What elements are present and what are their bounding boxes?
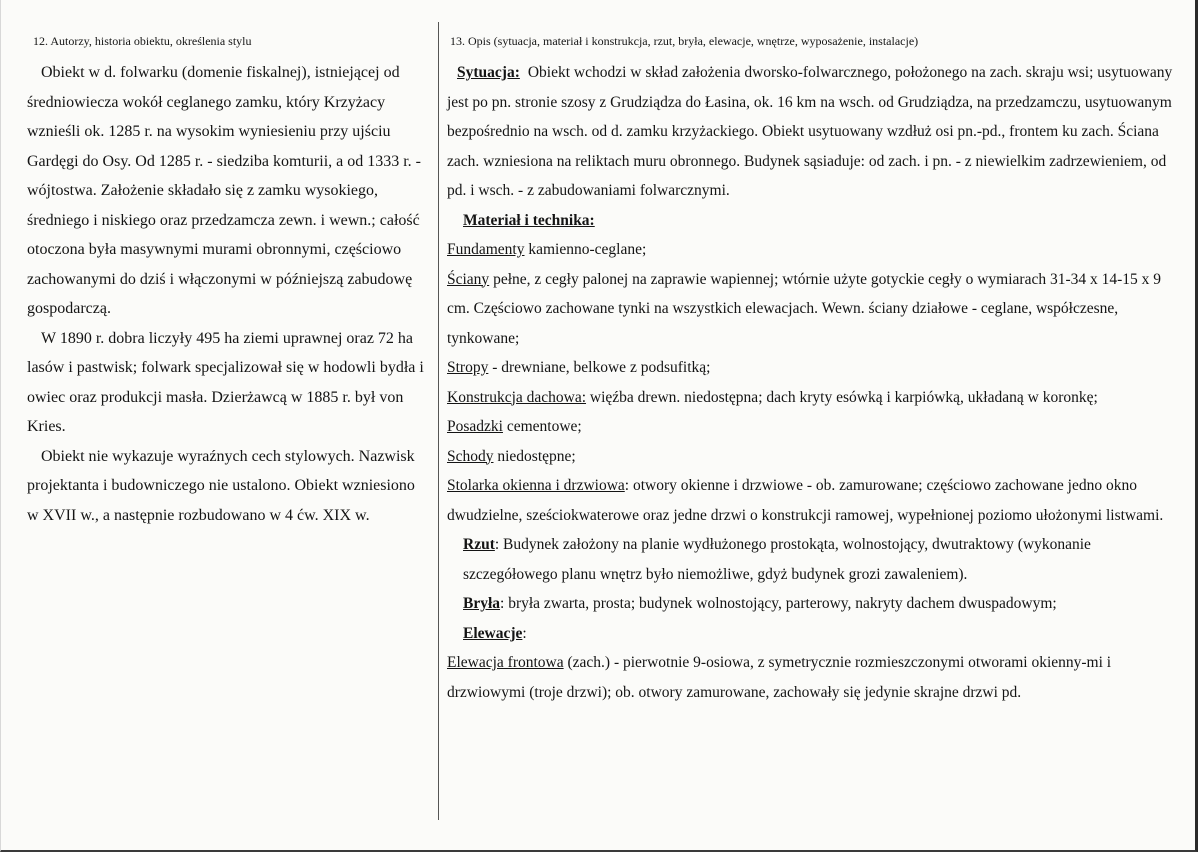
posadzki-label: Posadzki [447,418,503,435]
konstrukcja-label: Konstrukcja dachowa: [447,388,587,406]
history-paragraph-3: Obiekt nie wykazuje wyraźnych cech stylowych. Nazwisk projektanta i budowniczego nie ustalono. Obiekt wzniesiono w XVII w., a następnie rozbudowano w 4 ćw. XIX w. [27,447,415,524]
bryla-text: : bryła zwarta, prosta; budynek wolnostojący, parterowy, nakryty dachem dwuspadowym; [500,595,1057,612]
rzut-label: Rzut [463,536,495,553]
left-column [27,34,429,530]
material-item-schody [447,442,1177,472]
elewacje-label: Elewacje [463,624,523,642]
elewacje-suffix: : [522,624,527,642]
material-item-stolarka [447,471,1177,530]
elewacja-frontowa-text: (zach.) - pierwotnie 9-osiowa, z symetrycznie rozmieszczonymi otworami okienny-mi i drzwiowymi (troje drzwi); ob. otwory zamurowane, zachowały się jedynie skrajne drzwi pd. [447,654,1112,701]
material-item-posadzki [447,412,1177,442]
history-paragraph-1: Obiekt w d. folwarku (domenie fiskalnej), istniejącej od średniowiecza wokół ceglanego zamku, który Krzyżacy wznieśli ok. 1285 r. na wysokim wyniesieniu przy ujściu Gardęgi do Osy. Od 1285 r. - siedziba komturii, a od 1333 r. - wójtostwa. Założenie składało się z zamku wysokiego, średniego i niskiego oraz przedzamcza zewn. i wewn.; całość otoczona była masywnymi murami obronnymi, częściowo zachowanymi do dziś i włączonymi w późniejszą zabudowę gospodarczą. [27,64,422,317]
rzut-text: : Budynek założony na planie wydłużonego prostokąta, wolnostojący, dwutraktowy (wykonanie szczegółowego planu wnętrz było niemożliwe, gdyż budynek grozi zawaleniem). [463,536,1091,583]
stolarka-label: Stolarka okienna i drzwiowa [447,477,625,494]
elewacja-frontowa-paragraph [447,648,1177,707]
material-item-sciany [447,265,1177,354]
material-item-fundamenty [447,235,1177,265]
section-12-heading: 12. Autorzy, historia obiektu, określenia stylu [33,34,252,48]
fundamenty-label: Fundamenty [447,241,525,258]
konstrukcja-text: więźba drewn. niedostępna; dach kryty esówką i karpiówką, układaną w koronkę; [586,388,1098,406]
material-item-stropy [447,353,1177,383]
bryla-label: Bryła [463,595,501,612]
section-13-heading: 13. Opis (sytuacja, materiał i konstrukcja, rzut, bryła, elewacje, wnętrze, wyposażenie, instalacje) [450,34,919,48]
material-item-konstrukcja [447,383,1177,413]
sytuacja-label: Sytuacja: [457,64,520,81]
stolarka-text: : otwory okienne i drzwiowe - ob. zamurowane; częściowo zachowane jedno okno dwudzielne, sześciokwaterowe oraz jedne drzwi o konstrukcji ramowej, wypełnionej poziomo ułożonymi listwami. [447,477,1164,524]
elewacja-frontowa-label: Elewacja frontowa [447,654,564,671]
schody-label: Schody [447,447,494,465]
sciany-label: Ściany [447,270,490,288]
sytuacja-paragraph [447,58,1177,206]
material-heading-line [447,206,1177,236]
column-divider [438,22,439,820]
bryla-paragraph [447,589,1177,619]
fundamenty-text: kamienno-ceglane; [524,241,647,258]
elewacje-heading-line [447,619,1177,649]
material-heading: Materiał i technika: [463,211,595,229]
right-column [447,34,1177,707]
stropy-text: - drewniane, belkowe z podsufitką; [488,359,711,376]
rzut-paragraph [447,530,1177,589]
history-paragraph-2: W 1890 r. dobra liczyły 495 ha ziemi uprawnej oraz 72 ha lasów i pastwisk; folwark specjalizował się w hodowli bydła i owiec oraz produkcji masła. Dzierżawcą w 1885 r. był von Kries. [27,329,424,435]
stropy-label: Stropy [447,359,489,376]
schody-text: niedostępne; [493,447,576,465]
sytuacja-text: Obiekt wchodzi w skład założenia dworsko-folwarcznego, położonego na zach. skraju wsi; usytuowany jest po pn. stronie szosy z Grudziądza do Łasina, ok. 16 km na wsch. od Grudziądza, na przedzamczu, usytuowanym bezpośrednio na wsch. od d. zamku krzyżackiego. Obiekt usytuowany wzdłuż osi pn.-pd., frontem ku zach. Ściana zach. wzniesiona na reliktach muru obronnego. Budynek sąsiaduje: od zach. i pn. - z niewielkim zadrzewieniem, od pd. i wsch. - z zabudowaniami folwarcznymi. [447,64,1173,199]
sciany-text: pełne, z cegły palonej na zaprawie wapiennej; wtórnie użyte gotyckie cegły o wymiarach 31-34 x 14-15 x 9 cm. Częściowo zachowane tynki na wszystkich elewacjach. Wewn. ściany działowe - ceglane, współczesne, tynkowane; [447,270,1162,347]
posadzki-text: cementowe; [502,418,582,435]
